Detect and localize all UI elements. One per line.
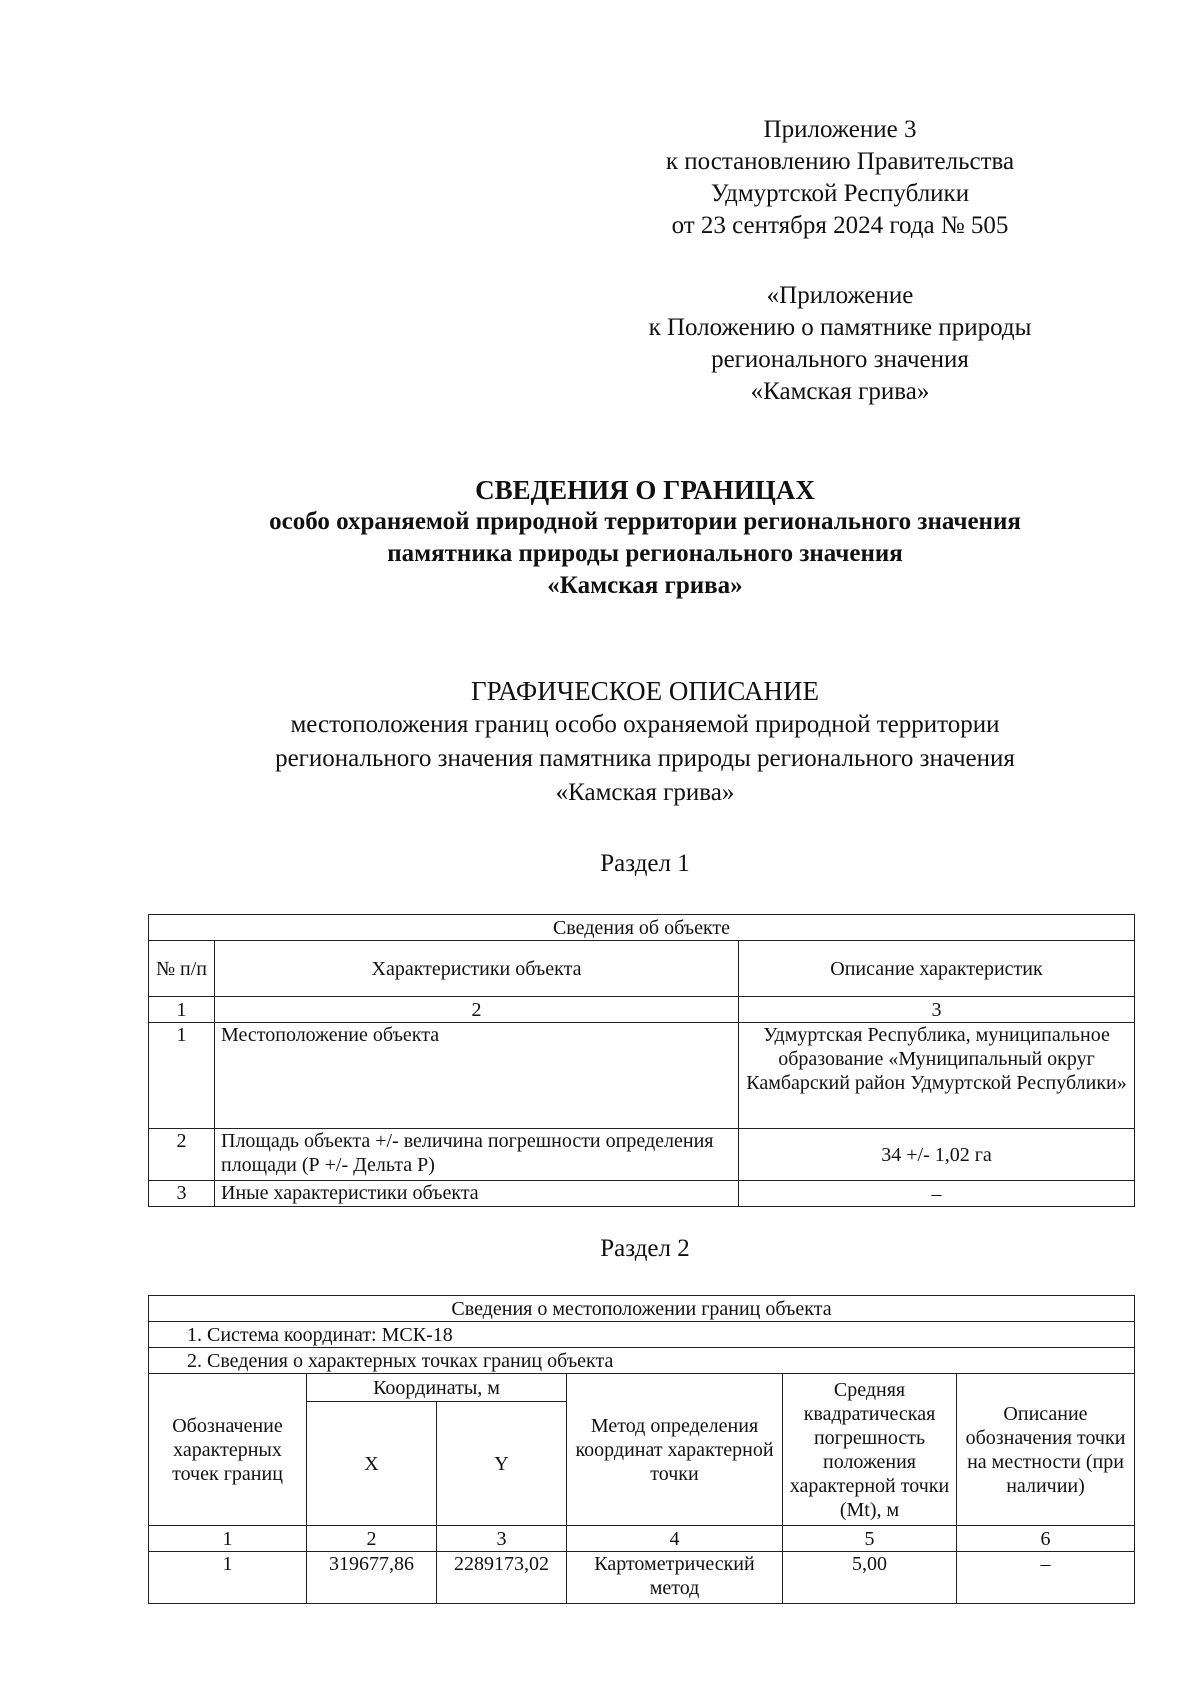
table-caption: Сведения о местоположении границ объекта (149, 1296, 1135, 1322)
column-number: 1 (149, 997, 215, 1023)
column-number: 3 (739, 997, 1135, 1023)
coordinate-x: 319677,86 (307, 1552, 437, 1604)
appendix-line: Удмуртской Республики (710, 180, 970, 207)
graphic-main: ГРАФИЧЕСКОЕ ОПИСАНИЕ (470, 676, 820, 706)
appendix-line: от 23 сентября 2024 года № 505 (671, 212, 1009, 239)
table-row (149, 1552, 1135, 1604)
table-row (149, 1181, 1135, 1207)
row-value: – (739, 1181, 1135, 1207)
column-number: 1 (149, 1526, 307, 1552)
point-description: – (957, 1552, 1135, 1604)
title-line: «Камская грива» (547, 572, 743, 599)
row-value: 34 +/- 1,02 га (739, 1129, 1135, 1181)
header-method: Метод определения координат характерной точки (567, 1374, 783, 1526)
header-characteristics: Характеристики объекта (215, 941, 739, 997)
header-description: Описание характеристик (739, 941, 1135, 997)
column-number: 3 (437, 1526, 567, 1552)
sub-appendix-line: к Положению о памятнике природы (648, 314, 1032, 341)
table-caption: Сведения об объекте (149, 915, 1135, 941)
header-x: X (307, 1402, 437, 1526)
row-characteristic: Иные характеристики объекта (215, 1181, 739, 1207)
header-number: № п/п (149, 941, 215, 997)
header-point-description: Описание обозначения точки на местности (при наличии) (957, 1374, 1135, 1526)
title-line: особо охраняемой природной территории регионального значения (269, 508, 1021, 535)
graphic-line: регионального значения памятника природы регионального значения (275, 745, 1015, 772)
column-number: 5 (783, 1526, 957, 1552)
error-value: 5,00 (783, 1552, 957, 1604)
document-title (0, 474, 1200, 602)
title-line: памятника природы регионального значения (387, 540, 903, 567)
row-characteristic: Площадь объекта +/- величина погрешности определения площади (Р +/- Дельта Р) (215, 1129, 739, 1181)
column-number: 4 (567, 1526, 783, 1552)
row-number: 3 (149, 1181, 215, 1207)
boundary-points-table (148, 1295, 1135, 1604)
object-info-table (148, 914, 1135, 1207)
graphic-line: «Камская грива» (555, 779, 735, 806)
table-row (149, 1023, 1135, 1129)
method-value: Картометрический метод (567, 1552, 783, 1604)
coordinate-y: 2289173,02 (437, 1552, 567, 1604)
appendix-line: к постановлению Правительства (665, 148, 1015, 175)
appendix-header (590, 114, 1090, 242)
header-point: Обозначение характерных точек границ (149, 1374, 307, 1526)
column-number: 6 (957, 1526, 1135, 1552)
header-y: Y (437, 1402, 567, 1526)
row-number: 1 (149, 1023, 215, 1129)
graphic-description-heading (0, 674, 1200, 810)
section-2-label: Раздел 2 (600, 1235, 690, 1262)
column-number: 2 (307, 1526, 437, 1552)
points-caption: 2. Сведения о характерных точках границ объекта (149, 1348, 1135, 1374)
row-characteristic: Местоположение объекта (215, 1023, 739, 1129)
coordinate-system: 1. Система координат: МСК-18 (149, 1322, 1135, 1348)
header-coordinates: Координаты, м (307, 1374, 567, 1402)
sub-appendix-line: «Приложение (766, 282, 914, 309)
graphic-line: местоположения границ особо охраняемой природной территории (290, 711, 1000, 738)
section-1-label: Раздел 1 (600, 850, 690, 877)
sub-appendix-line: «Камская грива» (750, 378, 930, 405)
column-number: 2 (215, 997, 739, 1023)
sub-appendix-line: регионального значения (711, 346, 969, 373)
title-main: СВЕДЕНИЯ О ГРАНИЦАХ (475, 475, 815, 505)
table-row (149, 1129, 1135, 1181)
header-error: Средняя квадратическая погрешность положения характерной точки (Mt), м (783, 1374, 957, 1526)
row-value: Удмуртская Республика, муниципальное образование «Муниципальный округ Камбарский район Удмуртской Республики» (739, 1023, 1135, 1129)
sub-appendix-header (590, 280, 1090, 408)
appendix-line: Приложение 3 (763, 116, 917, 143)
point-id: 1 (149, 1552, 307, 1604)
row-number: 2 (149, 1129, 215, 1181)
